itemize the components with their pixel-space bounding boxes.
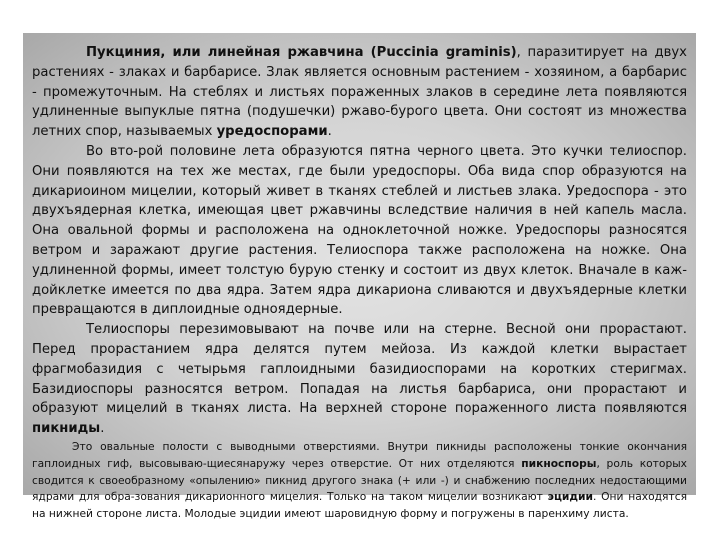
paragraph-3: [32, 320, 687, 439]
paragraph-1: [32, 43, 687, 142]
paragraph-4: [32, 439, 687, 523]
paragraph-4-text-2: , роль которых сводится к своеобразному «опылению» пикнид другого знака (+ или -) и снабжению последних недостающими ядрами для обра-зования дикарионного мицелия. Только на таком мицелии возникают: [32, 456, 687, 504]
title-term: Пукциния, или линейная ржавчина (Puccinia graminis): [86, 45, 517, 60]
paragraph-2: [32, 142, 687, 320]
paragraph-2-text: Во вто-рой половине лета образуются пятна черного цвета. Это кучки телиоспор. Они появляются на тех же местах, где были уредоспоры. Оба вида спор образуются на дикариоином мицелии, который живет в тканях стеблей и листьев злака. Уредоспора - это двухъядерная клетка, имеющая цвет ржавчины вследствие наличия в ней капель масла. Она овальной формы и расположена на одноклеточной ножке. Уредоспоры разносятся ветром и заражают другие растения. Телиоспора также расположена на ножке. Она удлиненной формы, имеет толстую бурую стенку и состоит из двух клеток. Вначале в каж-дойклетке имеется по два ядра. Затем ядра дикариона сливаются и двухъядерные клетки превращаются в диплоидные одноядерные.: [32, 143, 687, 318]
paragraph-4-text: Это овальные полости с выводными отверстиями. Внутри пикниды расположены тонкие окончания гаплоидных гиф, высовываю-щиесянаружу через отверстие. От них отделяются: [32, 439, 687, 470]
paragraph-1-text: , паразитирует на двух растениях - злаках и барбарисе. Злак является основным растением - хозяином, а барбарис - промежуточным. На стеблях и листьях пораженных злаков в середине лета появляются удлиненные выпуклые пятна (подушечки) ржаво-бурого цвета. Они состоят из множества летних спор, называемых: [32, 45, 687, 140]
paragraph-1-end: .: [327, 124, 332, 140]
term-uredospores: уредоспорами: [216, 124, 328, 140]
term-pycnidia: пикниды: [32, 421, 101, 437]
slide: [23, 33, 696, 521]
paragraph-3-end: .: [100, 421, 105, 437]
term-pycnospores: пикноспоры: [521, 456, 597, 470]
paragraph-4-text-3: . Они находятся на нижней стороне листа. Молодые эцидии имеют шаровидную форму и погружены в паренхиму листа.: [32, 490, 687, 521]
paragraph-3-text: Телиоспоры перезимовывают на почве или на стерне. Весной они прорастают. Перед прорастанием ядра делятся путем мейоза. Из каждой клетки вырастает фрагмобазидия с четырьмя гаплоидными базидиоспорами на коротких стеригмах. Базидиоспоры разносятся ветром. Попадая на листья барбариса, они прорастают и образуют мицелий в тканях листа. На верхней стороне пораженного листа появляются: [32, 322, 687, 417]
term-aecidia: эцидии: [547, 490, 593, 504]
